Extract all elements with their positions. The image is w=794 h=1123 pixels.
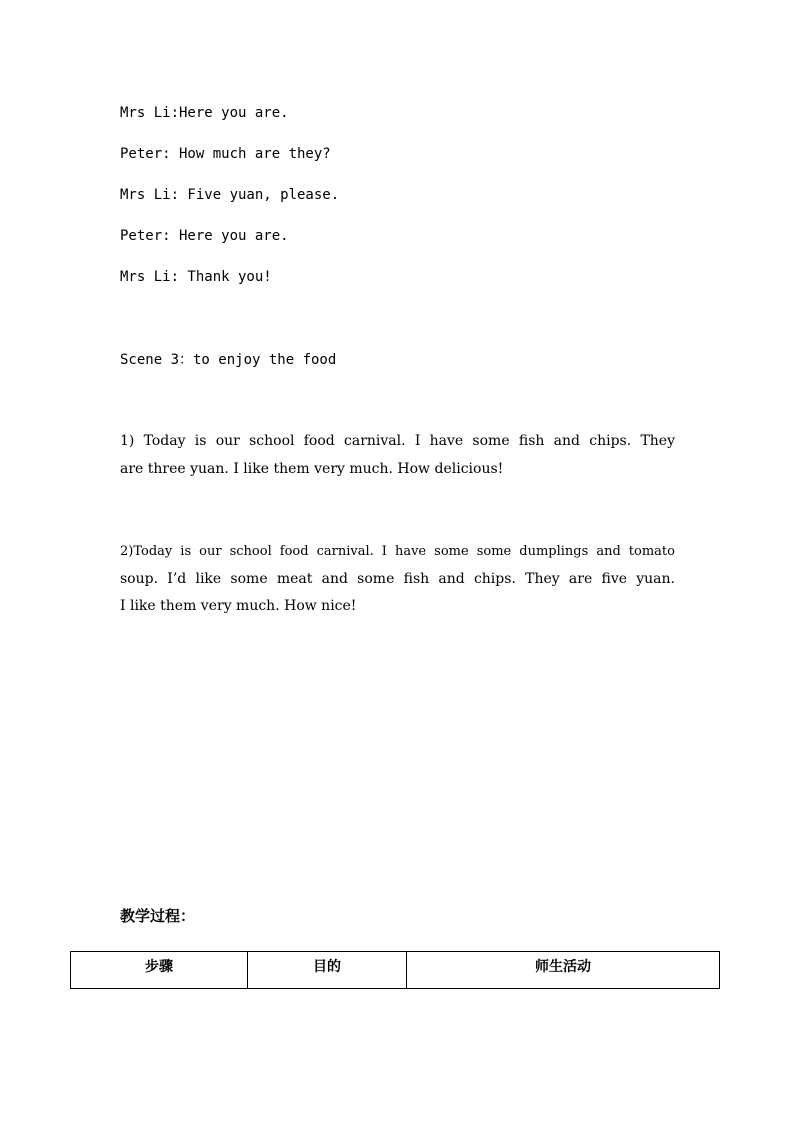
paragraph-2-line-3: I like them very much. How nice! <box>120 598 357 614</box>
column-header-activities: 师生活动 <box>407 952 720 989</box>
paragraph-2-line-2: soup. I’d like some meat and some fish and chips. They are five yuan. <box>120 570 675 587</box>
process-table <box>70 951 720 989</box>
dialogue-line-4: Peter: Here you are. <box>120 228 289 244</box>
dialogue-line-3: Mrs Li: Five yuan, please. <box>120 187 340 203</box>
dialogue-line-5: Mrs Li: Thank you! <box>120 269 272 285</box>
paragraph-1-line-1: 1) Today is our school food carnival. I have some fish and chips. They <box>120 433 675 449</box>
column-header-purpose: 目的 <box>248 952 407 989</box>
scene-title: Scene 3：to enjoy the food <box>120 352 337 368</box>
paragraph-1-line-2: are three yuan. I like them very much. How delicious! <box>120 460 504 477</box>
dialogue-line-2: Peter: How much are they? <box>120 146 331 162</box>
process-heading: 教学过程： <box>120 907 196 925</box>
table-header-row <box>71 952 720 989</box>
paragraph-2-line-1: 2)Today is our school food carnival. I have some some dumplings and tomato <box>120 544 675 559</box>
paragraph-1 <box>120 428 675 483</box>
paragraph-2 <box>120 538 675 621</box>
column-header-steps: 步骤 <box>71 952 248 989</box>
dialogue-line-1: Mrs Li:Here you are. <box>120 105 289 121</box>
